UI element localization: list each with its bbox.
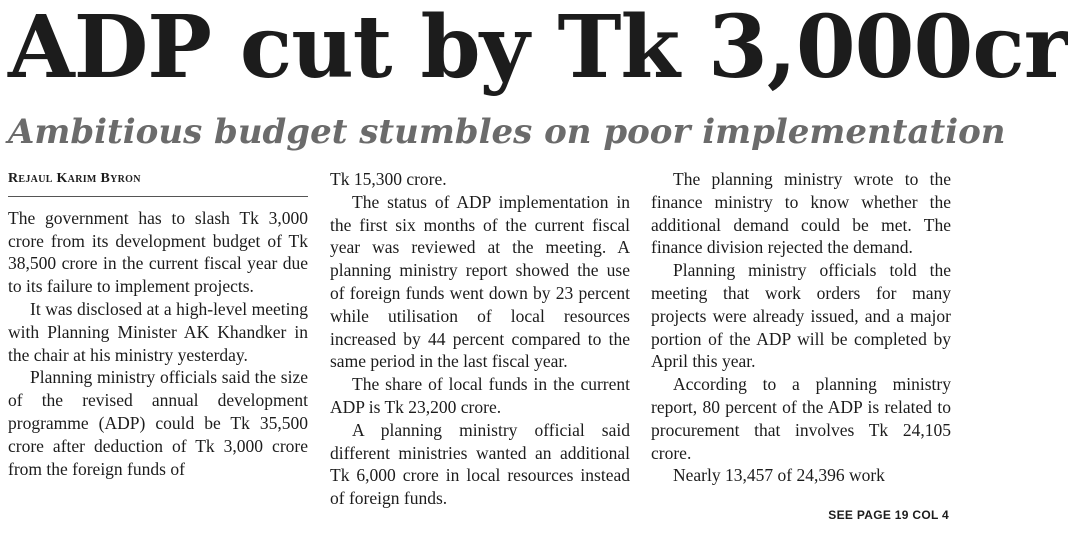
- paragraph: The status of ADP implementation in the first six months of the current fiscal year was reviewed at the meeting. A planning ministry report showed the use of foreign funds went down by 23 percent while utilisation of local resources increased by 44 percent compared to the same period in the last fiscal year.: [330, 191, 630, 372]
- paragraph: Planning ministry officials said the size of the revised annual development programme (ADP) could be Tk 35,500 crore after deduction of Tk 3,000 crore from the foreign funds of: [8, 367, 308, 479]
- paragraph: According to a planning ministry report, 80 percent of the ADP is related to procurement that involves Tk 24,105 crore.: [651, 374, 951, 463]
- headline: ADP cut by Tk 3,000cr: [8, 0, 1068, 98]
- paragraph: Nearly 13,457 of 24,396 work: [673, 465, 885, 486]
- byline: Rejaul Karim Byron: [8, 168, 308, 197]
- paragraph: The planning ministry wrote to the finance ministry to know whether the additional demand could be met. The finance division rejected the demand.: [651, 169, 951, 258]
- article-column-1: [8, 168, 308, 480]
- paragraph: Planning ministry officials told the meeting that work orders for many projects were already issued, and a major portion of the ADP will be completed by April this year.: [651, 260, 951, 372]
- paragraph: Tk 15,300 crore.: [330, 169, 447, 189]
- paragraph: A planning ministry official said different ministries wanted an additional Tk 6,000 crore in local resources instead of foreign funds.: [330, 419, 630, 509]
- paragraph: It was disclosed at a high-level meeting with Planning Minister AK Khandker in the chair at his ministry yesterday.: [8, 298, 308, 365]
- continuation-jump-line[interactable]: SEE PAGE 19 COL 4: [828, 508, 949, 522]
- article-column-3: [651, 168, 951, 487]
- paragraph: The government has to slash Tk 3,000 crore from its development budget of Tk 38,500 crore in the current fiscal year due to its failure to implement projects.: [8, 207, 308, 297]
- subheadline: Ambitious budget stumbles on poor implementation: [8, 112, 1006, 152]
- article-column-2: [330, 168, 630, 510]
- paragraph: The share of local funds in the current ADP is Tk 23,200 crore.: [330, 374, 630, 417]
